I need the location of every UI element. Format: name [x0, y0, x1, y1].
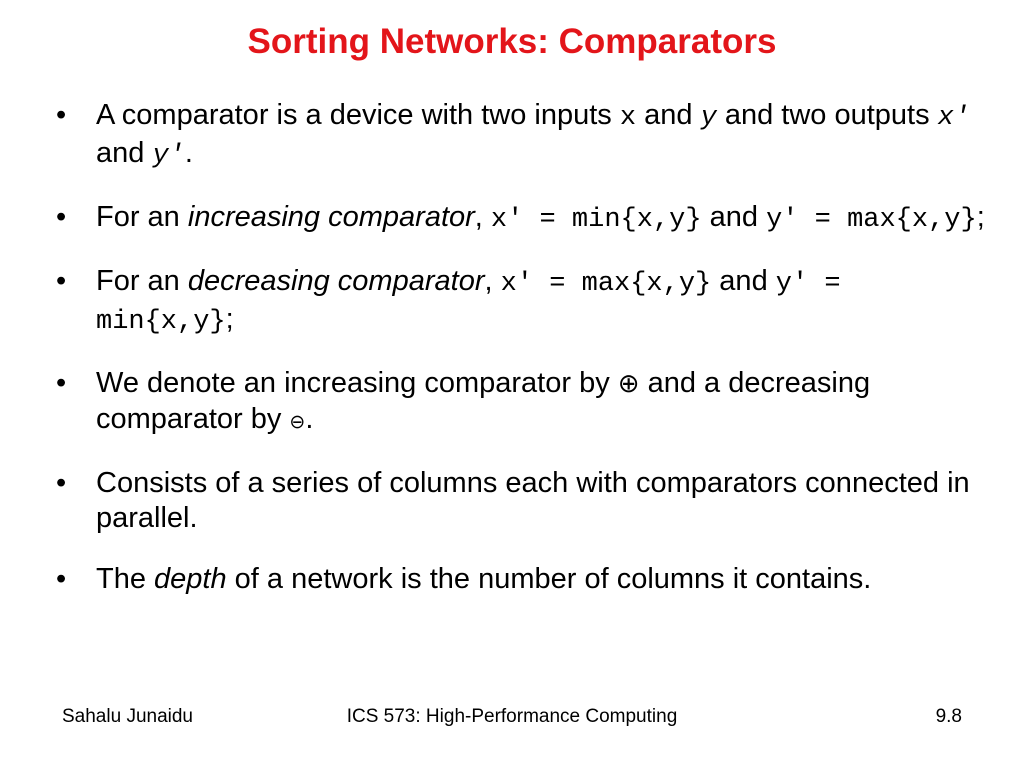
variable-x: x — [619, 103, 637, 133]
text-segment: . — [184, 137, 193, 169]
bullet-marker: • — [56, 99, 67, 131]
formula-x-prime: x' = min{x,y} — [490, 205, 702, 235]
bullet-marker: • — [56, 563, 67, 595]
text-segment: , — [484, 265, 501, 297]
footer-page-number: 9.8 — [935, 706, 962, 727]
text-segment: . — [305, 403, 314, 435]
oplus-symbol: ⊕ — [617, 369, 640, 399]
text-segment: For an — [96, 265, 188, 297]
text-segment: and — [701, 201, 767, 233]
formula-x-prime: x' = max{x,y} — [500, 269, 712, 299]
bullet-increasing-comparator — [56, 200, 986, 238]
bullet-decreasing-comparator — [56, 264, 986, 340]
slide-title: Sorting Networks: Comparators — [247, 22, 777, 61]
text-segment: A comparator is a device with two inputs — [96, 99, 620, 131]
bullet-marker: • — [56, 201, 67, 233]
bullet-columns — [56, 466, 986, 536]
bullet-notation — [56, 366, 986, 440]
text-segment: Consists of a series of columns each with comparators connected in parallel. — [96, 467, 970, 534]
text-segment: and — [96, 137, 153, 169]
text-segment: We denote an increasing comparator by — [96, 367, 618, 399]
variable-y: y — [700, 103, 717, 133]
bullet-depth — [56, 562, 986, 597]
text-segment: of a network is the number of columns it contains. — [226, 563, 872, 595]
footer-course: ICS 573: High-Performance Computing — [346, 706, 678, 727]
formula-y-prime: y' = max{x,y} — [766, 205, 977, 235]
text-segment: For an — [96, 201, 188, 233]
text-segment: The — [96, 563, 155, 595]
text-segment: , — [474, 201, 491, 233]
bullet-comparator-definition — [56, 98, 986, 174]
bullet-marker: • — [56, 265, 67, 297]
term-depth: depth — [154, 563, 227, 595]
text-segment: and — [711, 265, 776, 297]
text-segment: ; — [225, 303, 234, 335]
term-increasing-comparator: increasing comparator — [187, 201, 475, 233]
ominus-symbol: ⊖ — [289, 411, 306, 433]
formula-y-prime: y' = min{x,y} — [96, 269, 841, 337]
text-segment: and — [636, 99, 701, 131]
footer-author: Sahalu Junaidu — [62, 706, 193, 727]
bullet-list — [56, 98, 986, 623]
bullet-marker: • — [56, 367, 67, 399]
text-segment: and two outputs — [716, 99, 938, 131]
variable-y-prime: y' — [152, 141, 185, 171]
bullet-marker: • — [56, 467, 67, 499]
text-segment: ; — [976, 201, 985, 233]
term-decreasing-comparator: decreasing comparator — [187, 265, 485, 297]
text-segment: and a decreasing comparator by — [96, 367, 871, 435]
variable-x-prime: x' — [937, 103, 971, 133]
